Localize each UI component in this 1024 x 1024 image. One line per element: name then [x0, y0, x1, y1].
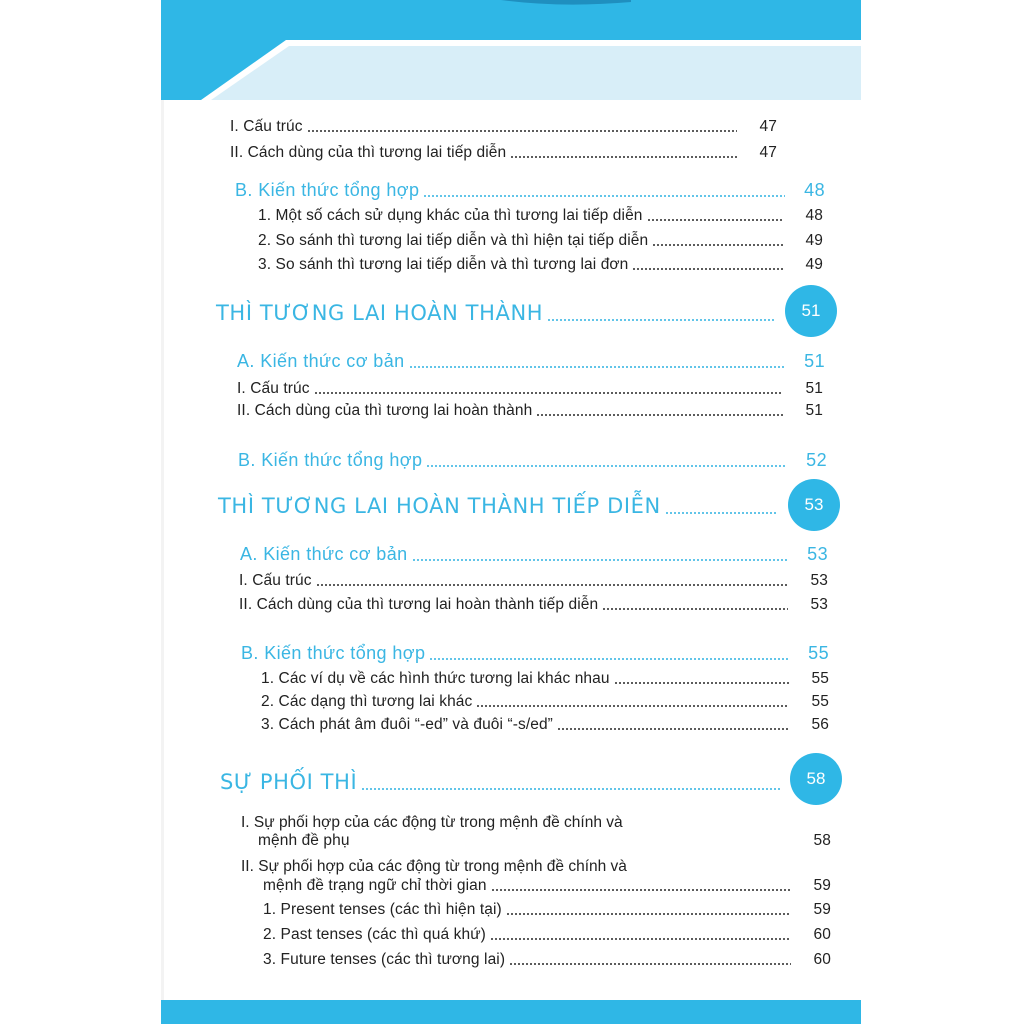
page-number: 53 [807, 544, 828, 564]
toc-entry [261, 716, 829, 734]
toc-entry [263, 951, 831, 969]
toc-entry [230, 118, 777, 136]
page-number: 49 [805, 232, 823, 249]
page-number: 56 [811, 716, 829, 733]
toc-entry [261, 693, 829, 711]
section-label: A. Kiến thức cơ bản [237, 351, 405, 371]
entry-label: II. Cách dùng của thì tương lai hoàn thành tiếp diễn [239, 596, 599, 613]
entry-label: 2. Past tenses (các thì quá khứ) [263, 926, 486, 943]
toc-entry [230, 144, 777, 162]
dot-leader [547, 319, 776, 321]
page-number: 48 [805, 207, 823, 224]
dot-leader [506, 913, 791, 915]
page-number: 60 [813, 951, 831, 968]
book-page [161, 0, 861, 1024]
entry-label: 2. Các dạng thì tương lai khác [261, 693, 473, 710]
toc-entry [261, 670, 829, 688]
entry-label: 1. Present tenses (các thì hiện tại) [263, 901, 502, 918]
chapter-heading [220, 770, 782, 794]
page-number: 51 [805, 402, 823, 419]
dot-leader [557, 728, 789, 730]
page-number: 53 [810, 572, 828, 589]
toc-entry [263, 926, 831, 944]
toc-entry [258, 232, 823, 250]
dot-leader [426, 465, 787, 467]
entry-label: 1. Các ví dụ về các hình thức tương lai khác nhau [261, 670, 610, 687]
toc-entry [263, 877, 831, 895]
dot-leader [314, 392, 783, 394]
toc-entry [263, 901, 831, 919]
toc-entry [258, 832, 831, 850]
dot-leader [307, 130, 737, 132]
dot-leader [412, 559, 788, 561]
page-number: 58 [813, 832, 831, 849]
chapter-title: THÌ TƯƠNG LAI HOÀN THÀNH TIẾP DIỄN [218, 494, 661, 518]
entry-label: 3. Cách phát âm đuôi “-ed” và đuôi “-s/ed” [261, 716, 553, 733]
entry-label: 1. Một số cách sử dụng khác của thì tương lai tiếp diễn [258, 207, 643, 224]
chapter-page-badge: 58 [790, 753, 842, 805]
toc-section [237, 351, 825, 372]
dot-leader [614, 682, 789, 684]
page-number: 47 [759, 118, 777, 135]
chapter-title: SỰ PHỐI THÌ [220, 770, 358, 794]
page-number: 60 [813, 926, 831, 943]
dot-leader [647, 219, 783, 221]
page-number: 51 [804, 351, 825, 371]
section-label: A. Kiến thức cơ bản [240, 544, 408, 564]
dot-leader [602, 608, 788, 610]
dot-leader [423, 195, 785, 197]
toc-entry [239, 572, 828, 590]
page-number: 55 [811, 670, 829, 687]
toc-section [240, 544, 828, 565]
chapter-page-badge: 53 [788, 479, 840, 531]
dot-leader [652, 244, 783, 246]
chapter-page-badge: 51 [785, 285, 837, 337]
entry-label: 2. So sánh thì tương lai tiếp diễn và thì hiện tại tiếp diễn [258, 232, 649, 249]
page-edge [161, 100, 164, 1000]
chapter-heading [216, 301, 776, 325]
dot-leader [476, 705, 789, 707]
page-number: 48 [804, 180, 825, 200]
entry-label: 3. So sánh thì tương lai tiếp diễn và thì tương lai đơn [258, 256, 629, 273]
toc-entry [258, 256, 823, 274]
chapter-heading [218, 494, 778, 518]
toc-section [235, 180, 825, 201]
page-number: 52 [806, 450, 827, 470]
entry-label: 3. Future tenses (các thì tương lai) [263, 951, 506, 968]
dot-leader [536, 414, 783, 416]
section-label: B. Kiến thức tổng hợp [235, 180, 420, 200]
toc-entry [237, 380, 823, 398]
entry-label: I. Cấu trúc [239, 572, 312, 589]
page-number: 53 [810, 596, 828, 613]
dot-leader [665, 512, 778, 514]
toc-section [238, 450, 827, 471]
section-label: B. Kiến thức tổng hợp [238, 450, 423, 470]
entry-label: mệnh đề phụ [258, 832, 350, 849]
toc-entry [258, 207, 823, 225]
dot-leader [632, 268, 783, 270]
page-number: 49 [805, 256, 823, 273]
page-number: 55 [808, 643, 829, 663]
entry-label-line1: II. Sự phối hợp của các động từ trong mệnh đề chính và [241, 858, 627, 875]
dot-leader [509, 963, 791, 965]
page-number: 59 [813, 877, 831, 894]
dot-leader [429, 658, 789, 660]
toc-entry [239, 596, 828, 614]
entry-label: II. Cách dùng của thì tương lai hoàn thành [237, 402, 533, 419]
dot-leader [316, 584, 788, 586]
entry-label: I. Cấu trúc [230, 118, 303, 135]
entry-label-line1: I. Sự phối hợp của các động từ trong mệnh đề chính và [241, 814, 623, 831]
dot-leader [491, 889, 791, 891]
bottom-border [161, 1000, 861, 1024]
dot-leader [510, 156, 737, 158]
toc-entry [237, 402, 823, 420]
entry-label: II. Cách dùng của thì tương lai tiếp diễn [230, 144, 507, 161]
entry-label: I. Cấu trúc [237, 380, 310, 397]
page-number: 51 [805, 380, 823, 397]
entry-label: mệnh đề trạng ngữ chỉ thời gian [263, 877, 487, 894]
page-number: 47 [759, 144, 777, 161]
dot-leader [361, 788, 782, 790]
header-ribbon [161, 0, 861, 100]
page-number: 55 [811, 693, 829, 710]
toc-section [241, 643, 829, 664]
chapter-title: THÌ TƯƠNG LAI HOÀN THÀNH [216, 301, 544, 325]
dot-leader [409, 366, 785, 368]
section-label: B. Kiến thức tổng hợp [241, 643, 426, 663]
dot-leader [490, 938, 791, 940]
page-number: 59 [813, 901, 831, 918]
